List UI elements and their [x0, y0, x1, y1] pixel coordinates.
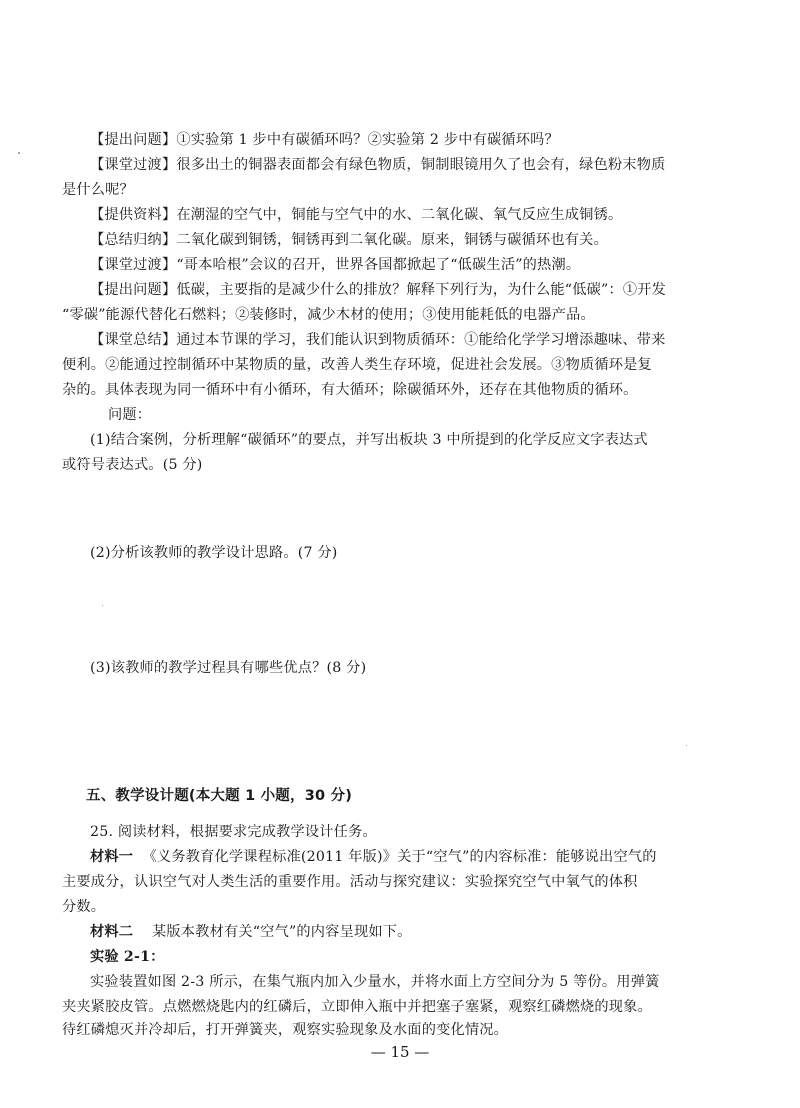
question-label: 问题：	[108, 407, 152, 423]
scan-speck	[686, 745, 687, 746]
text-line: 是什么呢？	[62, 182, 134, 198]
text-line: 【提供资料】在潮湿的空气中，铜能与空气中的水、二氧化碳、氧气反应生成铜锈。	[90, 207, 623, 223]
text-line: 【提出问题】低碳，主要指的是减少什么的排放？解释下列行为，为什么能“低碳”：①开发	[90, 282, 667, 298]
text-line: 【课堂过渡】“哥本哈根”会议的召开，世界各国都掀起了“低碳生活”的热潮。	[90, 257, 581, 273]
text-line: 【提出问题】①实验第 1 步中有碳循环吗？②实验第 2 步中有碳循环吗？	[90, 132, 559, 148]
page-number: — 15 —	[370, 1043, 430, 1061]
question-1: (1)结合案例，分析理解“碳循环”的要点，并写出板块 3 中所提到的化学反应文字表达式	[90, 432, 648, 448]
text-line: “零碳”能源代替化石燃料；②装修时，减少木材的使用；③使用能耗低的电器产品。	[62, 307, 595, 323]
text-line: 【总结归纳】二氧化碳到铜锈，铜锈再到二氧化碳。原来，铜锈与碳循环也有关。	[90, 232, 608, 248]
question-1-cont: 或符号表达式。(5 分)	[62, 457, 203, 473]
question-2: (2)分析该教师的教学设计思路。(7 分)	[90, 545, 338, 561]
material-one-text: 《义务教育化学课程标准(2011 年版)》关于“空气”的内容标准：能够说出空气的	[142, 849, 657, 865]
text-line: 分数。	[62, 899, 106, 915]
text-line: 夹夹紧胶皮管。点燃燃烧匙内的红磷后，立即伸入瓶中并把塞子塞紧，观察红磷燃烧的现象。	[62, 999, 652, 1015]
text-line: 实验装置如图 2-3 所示，在集气瓶内加入少量水，并将水面上方空间分为 5 等份。用弹簧	[90, 974, 660, 990]
text-line: 主要成分，认识空气对人类生活的重要作用。活动与探究建议：实验探究空气中氧气的体积	[62, 874, 638, 890]
text-line: 待红磷熄灭并冷却后，打开弹簧夹，观察实验现象及水面的变化情况。	[62, 1022, 509, 1038]
scan-speck	[18, 152, 20, 154]
material-two-line	[90, 922, 710, 942]
text-line: 便利。②能通过控制循环中某物质的量，改善人类生存环境，促进社会发展。③物质循环是复	[62, 357, 652, 373]
experiment-label: 实验 2-1：	[90, 949, 165, 965]
material-two-text: 某版本教材有关“空气”的内容呈现如下。	[152, 924, 412, 940]
task-intro: 25. 阅读材料，根据要求完成教学设计任务。	[90, 824, 377, 840]
text-line: 【课堂总结】通过本节课的学习，我们能认识到物质循环：①能给化学学习增添趣味、带来	[90, 332, 666, 348]
scan-speck	[102, 605, 103, 606]
material-one-line	[90, 847, 710, 867]
material-one-label: 材料一	[90, 849, 134, 865]
question-3: (3)该教师的教学过程具有哪些优点？(8 分)	[90, 660, 367, 676]
text-line: 杂的。具体表现为同一循环中有小循环，有大循环；除碳循环外，还存在其他物质的循环。	[62, 382, 638, 398]
text-line: 【课堂过渡】很多出土的铜器表面都会有绿色物质，铜制眼镜用久了也会有，绿色粉末物质	[90, 157, 666, 173]
material-two-label: 材料二	[90, 924, 134, 940]
section-heading: 五、教学设计题(本大题 1 小题，30 分)	[86, 788, 353, 804]
